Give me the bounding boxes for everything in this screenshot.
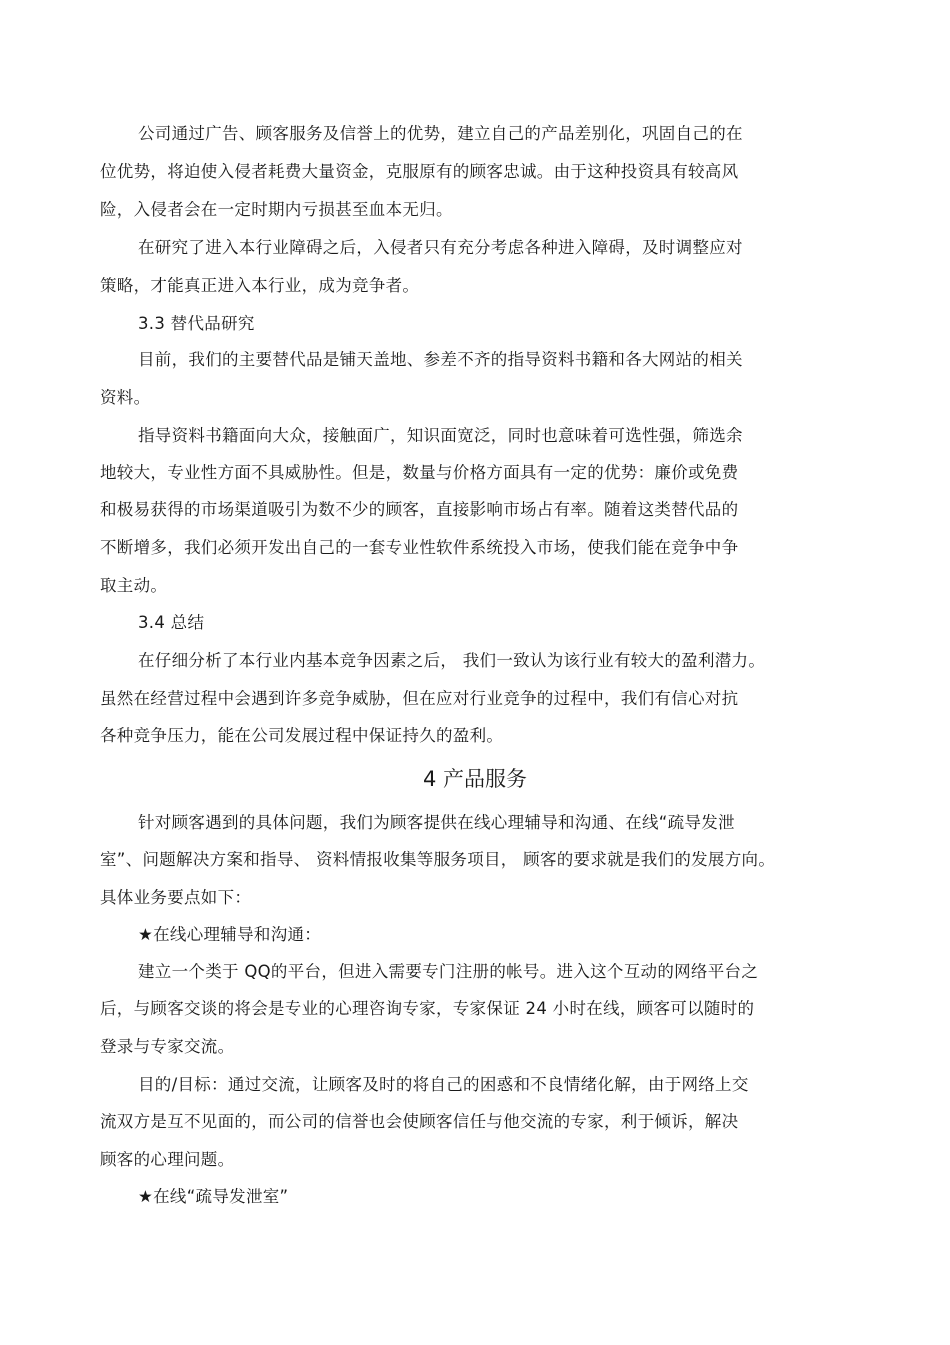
paragraph-line: 指导资料书籍面向大众，接触面广，知识面宽泛，同时也意味着可选性强，筛选余 bbox=[138, 426, 743, 445]
paragraph-line: 后，与顾客交谈的将会是专业的心理咨询专家，专家保证 24 小时在线，顾客可以随时的 bbox=[100, 999, 755, 1018]
paragraph-line: 公司通过广告、顾客服务及信誉上的优势，建立自己的产品差别化，巩固自己的在 bbox=[138, 124, 743, 143]
paragraph-line: 目前，我们的主要替代品是铺天盖地、参差不齐的指导资料书籍和各大网站的相关 bbox=[138, 350, 743, 369]
section-heading-product-service: 4 产品服务 bbox=[422, 767, 528, 791]
paragraph-line: 在研究了进入本行业障碍之后，入侵者只有充分考虑各种进入障碍，及时调整应对 bbox=[138, 238, 743, 257]
paragraph-line: 在仔细分析了本行业内基本竞争因素之后， 我们一致认为该行业有较大的盈利潜力。 bbox=[138, 651, 766, 670]
paragraph-line: 策略，才能真正进入本行业，成为竞争者。 bbox=[100, 276, 420, 295]
paragraph-line: 针对顾客遇到的具体问题，我们为顾客提供在线心理辅导和沟通、在线“疏导发泄 bbox=[138, 813, 735, 832]
paragraph-line: 不断增多，我们必须开发出自己的一套专业性软件系统投入市场，使我们能在竞争中争 bbox=[100, 538, 739, 557]
paragraph-line: 流双方是互不见面的，而公司的信誉也会使顾客信任与他交流的专家，利于倾诉，解决 bbox=[100, 1112, 739, 1131]
paragraph-line: 3.4 总结 bbox=[138, 613, 205, 632]
paragraph-line: 险，入侵者会在一定时期内亏损甚至血本无归。 bbox=[100, 200, 453, 219]
paragraph-line: ★在线心理辅导和沟通： bbox=[138, 925, 322, 944]
paragraph-line: 和极易获得的市场渠道吸引为数不少的顾客，直接影响市场占有率。随着这类替代品的 bbox=[100, 500, 739, 519]
paragraph-line: 虽然在经营过程中会遇到许多竞争威胁，但在应对行业竞争的过程中，我们有信心对抗 bbox=[100, 689, 739, 708]
paragraph-line: 取主动。 bbox=[100, 576, 168, 595]
paragraph-line: 目的/目标：通过交流，让顾客及时的将自己的困惑和不良情绪化解，由于网络上交 bbox=[138, 1075, 749, 1094]
paragraph-line: 建立一个类于 QQ的平台，但进入需要专门注册的帐号。进入这个互动的网络平台之 bbox=[138, 962, 759, 981]
paragraph-line: 室”、问题解决方案和指导、 资料情报收集等服务项目， 顾客的要求就是我们的发展方向。 bbox=[100, 850, 776, 869]
paragraph-line: 位优势，将迫使入侵者耗费大量资金，克服原有的顾客忠诚。由于这种投资具有较高风 bbox=[100, 162, 739, 181]
paragraph-line: 资料。 bbox=[100, 388, 151, 407]
paragraph-line: 顾客的心理问题。 bbox=[100, 1150, 235, 1169]
paragraph-line: 3.3 替代品研究 bbox=[138, 314, 255, 333]
paragraph-line: ★在线“疏导发泄室” bbox=[138, 1187, 289, 1206]
paragraph-line: 各种竞争压力，能在公司发展过程中保证持久的盈利。 bbox=[100, 726, 504, 745]
paragraph-line: 具体业务要点如下： bbox=[100, 888, 252, 907]
paragraph-line: 登录与专家交流。 bbox=[100, 1037, 235, 1056]
paragraph-line: 地较大，专业性方面不具威胁性。但是，数量与价格方面具有一定的优势：廉价或免费 bbox=[100, 463, 739, 482]
